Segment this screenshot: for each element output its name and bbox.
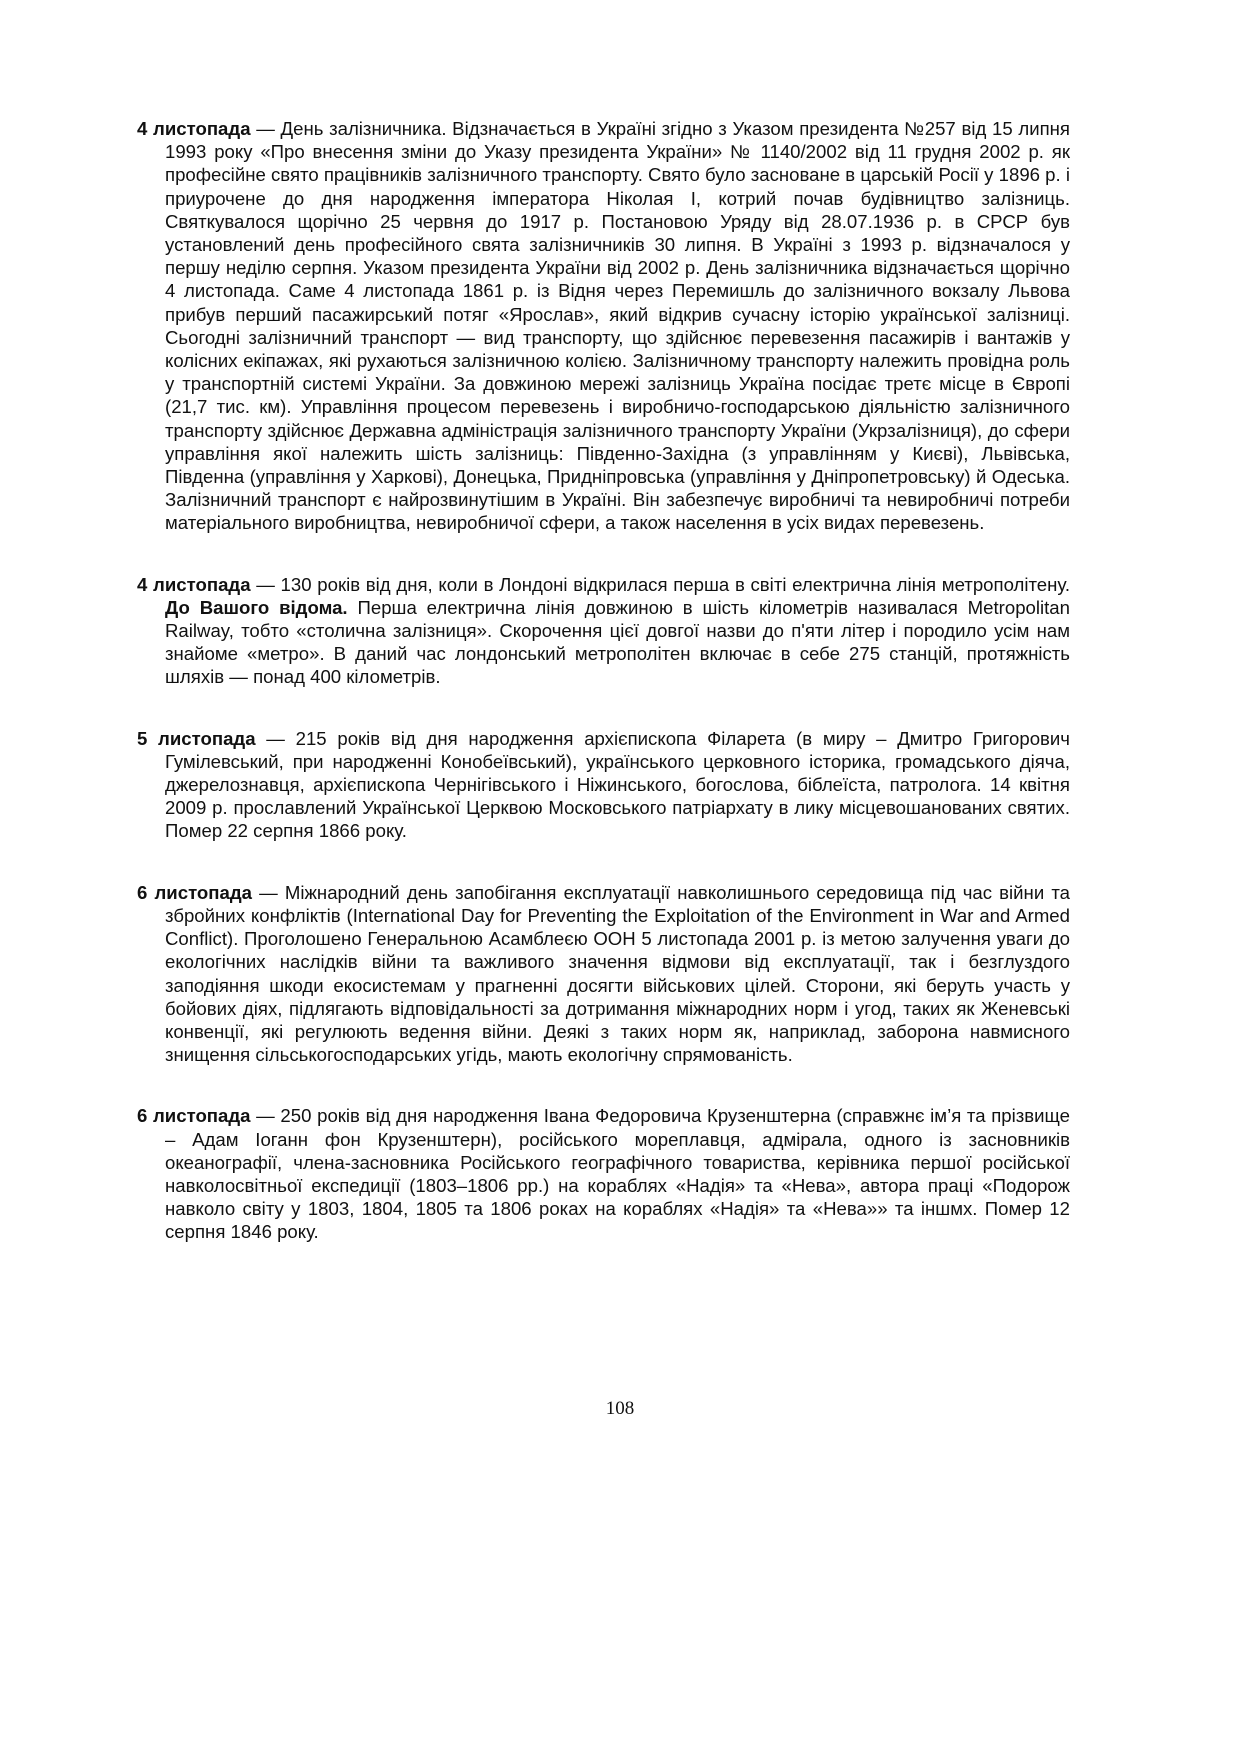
- page-number: 108: [605, 1398, 635, 1419]
- entry-date: 5 листопада: [137, 727, 256, 749]
- entry-text: — Міжнародний день запобігання експлуатації навколишнього середовища під час війни та збройних конфліктів (International Day for Preventing the Exploitation of the Environment in War and Armed Conflict). Проголошено Генеральною Асамблеєю ООН 5 листопада 2001 р. із метою залучення уваги до екологічних наслідків війни та важливого значення відмови від експлуатації, так і безглуздого заподіяння шкоди екосистемам у прагненні досягти військових цілей. Сторони, які беруть участь у бойових діях, підлягають відповідальності за дотримання міжнародних норм і угод, таких як Женевські конвенції, які регулюють ведення війни. Деякі з таких норм як, наприклад, заборона навмисного знищення сільськогосподарських угідь, мають екологічну спрямованість.: [165, 881, 1070, 1066]
- entry-filaret-anniversary: [137, 727, 1070, 843]
- entry-railway-day: [137, 117, 1070, 535]
- entry-metro-anniversary: [137, 573, 1070, 689]
- entry-date: 4 листопада: [137, 573, 251, 595]
- entry-date: 6 листопада: [137, 881, 252, 903]
- entry-date: 4 листопада: [137, 118, 251, 139]
- entry-text: — 250 років від дня народження Івана Федоровича Крузенштерна (справжнє ім’я та прізвище – Адам Іоганн фон Крузенштерн), російського мореплавця, адмірала, одного із засновників океанографії, члена-засновника Російського географічного товариства, керівника першої російської навколосвітньої експедиції (1803–1806 рр.) на кораблях «Надія» та «Нева», автора праці «Подорож навколо світу у 1803, 1804, 1805 та 1806 роках на кораблях «Надія» та «Нева»» та іншмх. Помер 12 серпня 1846 року.: [165, 1105, 1070, 1243]
- entry-text: — День залізничника. Відзначається в Україні згідно з Указом президента №257 від 15 липня 1993 року «Про внесення зміни до Указу президента України» № 1140/2002 від 11 грудня 2002 р. як професійне свято працівників залізничного транспорту. Свято було засноване в царській Росії у 1896 р. і приурочене до дня народження імператора Ніколая I, котрий почав будівництво залізниць. Святкувалося щорічно 25 червня до 1917 р. Постановою Уряду від 28.07.1936 р. в СРСР був установлений день професійного свята залізничників 30 липня. В Україні з 1993 р. відзначалося у першу неділю серпня. Указом президента України від 2002 р. День залізничника відзначається щорічно 4 листопада. Саме 4 листопада 1861 р. із Відня через Перемишль до залізничного вокзалу Львова прибув перший пасажирський потяг «Ярослав», який відкрив сучасну історію української залізниці. Сьогодні залізничний транспорт — вид транспорту, що здійснює перевезення пасажирів і вантажів у колісних екіпажах, які рухаються залізничною колією. Залізничному транспорту належить провідна роль у транспортній системі України. За довжиною мережі залізниць Україна посідає третє місце в Європі (21,7 тис. км). Управління процесом перевезень і виробничо-господарською діяльністю залізничного транспорту здійснює Державна адміністрація залізничного транспорту України (Укрзалізниця), до сфери управління якої належить шість залізниць: Південно-Західна (з управлінням у Києві), Львівська, Південна (управління у Харкові), Донецька, Придніпровська (управління у Дніпропетровську) й Одеська. Залізничний транспорт є найрозвинутішим в Україні. Він забезпечує виробничі та невиробничі потреби матеріального виробництва, невиробничої сфери, а також населення в усіх видах перевезень.: [165, 118, 1070, 534]
- entry-highlight: До Вашого відома.: [165, 596, 348, 618]
- document-page: [137, 117, 1070, 1282]
- entry-date: 6 листопада: [137, 1105, 251, 1127]
- entry-text: — 130 років від дня, коли в Лондоні відкрилася перша в світі електрична лінія метрополітену.: [250, 573, 1070, 595]
- entry-krusenstern-anniversary: [137, 1104, 1070, 1243]
- entry-text: — 215 років від дня народження архієпископа Філарета (в миру – Дмитро Григорович Гумілевський, при народженні Конобеївський), українського церковного історика, громадського діяча, джерелознавця, архієпископа Чернігівського і Ніжинського, богослова, біблеїста, патролога. 14 квітня 2009 р. прославлений Української Церквою Московського патріархату в лику місцевошанованих святих. Помер 22 серпня 1866 року.: [165, 727, 1070, 842]
- entry-environment-day: [137, 881, 1070, 1067]
- entry-text-continued: Перша електрична лінія довжиною в шість кілометрів називалася Metropolitan Railway, тобто «столична залізниця». Скорочення цієї довгої назви до п'яти літер і породило усім нам знайоме «метро». В даний час лондонський метрополітен включає в себе 275 станцій, протяжність шляхів — понад 400 кілометрів.: [165, 596, 1070, 688]
